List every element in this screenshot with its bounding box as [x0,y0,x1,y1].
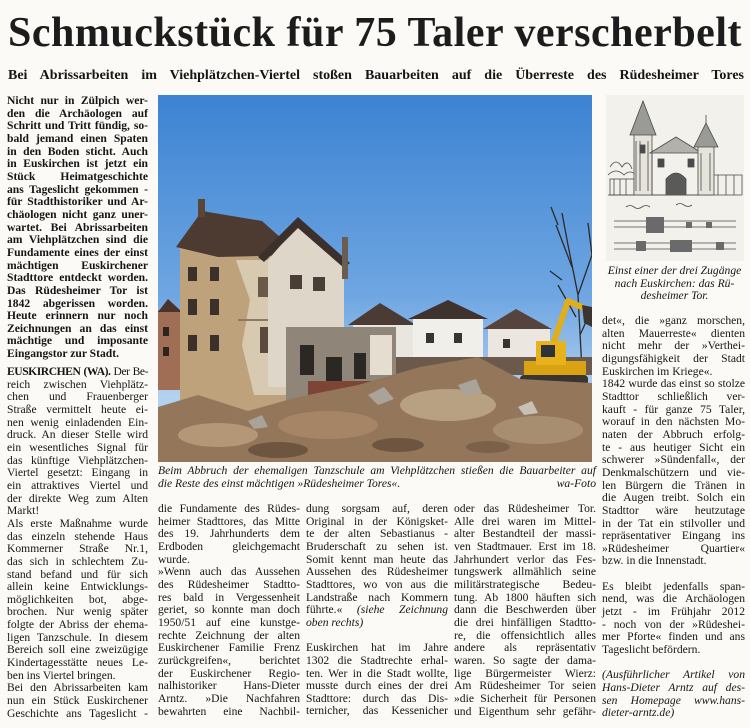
text-line: Heute erinnern nur noch [7,309,148,323]
text-line: der Euskirchener Regio- [158,666,300,680]
text-line: Tageslicht befördern. [602,643,701,657]
text-line: »die Sicherheit für Personen [454,691,596,705]
column-2 [158,503,300,718]
text-line: mer Pforte« finden und ans [602,630,745,644]
text-line: des 19. Jahrhunderts dem [158,527,300,541]
text-line: am Viehplätzchen sind die [7,233,148,247]
text-line: heimer Stadttores, das Mitte [158,514,300,528]
photo-scene [158,95,592,462]
text-line: sen Homepage www.hans- [602,693,745,707]
text-line: res bald in Vergessenheit [158,590,300,604]
text-line: Stadttores, wo von aus die [306,577,448,591]
paragraph [7,366,148,518]
text-line: digungsfähigkeit der Stadt [602,351,745,365]
text-line: Stadttor schließlich ver- [602,389,745,403]
paragraph [7,95,148,361]
text-line: Stadttore entdeckt worden. [7,271,148,285]
text-line: schwerer »Sündenfall«, der [602,453,745,467]
text-line: das sich in schlechtem Zu- [7,554,148,568]
text-line: (Ausführlicher Artikel von [602,668,745,682]
paragraph [602,581,745,657]
text-line: Arntz. »Die Nachfahren [158,691,300,705]
text-line: Fundamente eines der einst [7,245,148,259]
caption-line: Beim Abbruch der ehemaligen Tanzschule am Viehplätzchen stießen die Bauarbeiter auf [158,464,596,477]
text-line: Stadttore: durch das Dis- [306,691,448,705]
text-line [7,366,148,379]
paragraph [7,682,148,720]
headline [8,8,742,58]
text-line: te - aus heutiger Sicht ein [602,440,745,454]
text-line: dung sorgsam auf, deren [306,502,448,515]
text-line: rechte Zeichnung der alten [158,628,300,642]
text-line: Stück Heimatgeschichte [7,169,148,183]
caption-line: nach Euskirchen: das Rü- [614,276,735,290]
paragraph [306,503,448,630]
paragraph [7,518,148,683]
text-line: »Rüdesheimer Quartier« [602,541,745,555]
text-line: druck. An dieser Stelle wird [7,428,148,442]
text-run: führte.« [306,603,357,617]
text-line: ten. Wer in die Stadt wollte, [306,666,448,680]
text-line: nicht mehr der »Verthei- [602,339,745,353]
text-line: Landstraße nach Kommern [306,590,448,604]
text-line: nun ein Stück Euskirchener [7,694,148,708]
left-column-body [7,366,148,720]
text-line: in Euskirchen ist jetzt ein [7,157,148,171]
text-line: nen wenig einladenden Ein- [7,415,148,429]
article-photo [158,95,592,462]
text-line: Nicht nur in Zülpich wer- [7,94,148,107]
text-line: re, die offensichtlich alles [454,628,596,642]
text-line: mächtigen Euskirchener [7,258,148,272]
text-line: in der Tat ein stilvoller und [602,516,745,530]
paragraph [158,503,300,566]
text-line: oder das Rüdesheimer Tor. [454,502,596,515]
text-line: 1950/51 auf eine kunstge- [158,615,300,629]
text-line: stand befand und für sich [7,567,148,581]
text-line: Somit kennt man heute das [306,552,448,566]
text-line: wurde. [158,552,190,566]
paragraph [602,378,745,568]
subheadline: Bei Abrissarbeiten im Viehplätzchen-Viertel stoßen Bauarbeiten auf die Überreste des Rüdesheimer Tores [8,68,744,83]
text-line: andere als repräsentativ [454,641,596,655]
text-line: brochen. Nur wenig später [7,605,148,619]
paragraph [454,503,596,718]
column-4 [454,503,596,718]
text-line: folgte der Abriss der ehema- [7,618,148,632]
italic-run: oben rechts) [306,615,364,629]
text-line: Das Rüdesheimer Tor ist [7,283,148,297]
text-line: ein attraktives Viertel und [7,478,148,492]
text-line: Jahrhundert verlor das Fes- [454,552,596,566]
text-line: Stadttor wäre heutzutage [602,503,745,517]
text-line: das einzeln stehende Haus [7,529,148,543]
paragraph [602,315,745,378]
text-line: Kindertagesstätte neues Le- [7,656,148,670]
text-line: alter Bestandteil der massi- [454,527,596,541]
text-line: alten Mauerreste« dienten [602,326,745,340]
text-line: ben ins Viertel bringen. [7,668,116,682]
text-line: Zeichnungen an das einst [7,321,148,335]
text-line: des Rüdesheimer Stadtto- [158,577,300,591]
text-line: 1842 abgerissen worden. [7,296,148,310]
text-line: tungswerk allmählich seine [454,565,596,579]
text-line: det«, die »ganz morschen, [602,314,745,327]
text-line: wartet. Bei Abrissarbeiten [7,220,148,234]
right-column [602,315,745,720]
text-line: Alle drei waren im Mittel- [454,514,596,528]
caption-line: Einst einer der drei Zugänge [607,264,742,277]
text-line: ven Stadtmauer. Erst im 18. [454,539,596,553]
text-line: Viertel gesetzt: Eingang in [7,466,148,480]
caption-line-row [158,478,596,491]
text-line: Eingangstor zur Stadt. [7,347,119,361]
gate-drawing [606,95,744,261]
text-line: nalhistoriker Hans-Dieter [158,679,300,693]
text-line: len Bürgern die Tränen in [602,478,745,492]
text-line: Euskirchener Familie Frenz [158,641,300,655]
text-line: te der alten Sebastianus - [306,527,448,541]
text-line: nend, was die Archäologen [602,592,745,606]
text-line: musste durch eines der drei [306,679,448,693]
text-line: geriet, so konnte man doch [158,603,300,617]
text-line: Bereich soll eine zweizügige [7,643,148,657]
text-line: Euskirchen im Kriege«. [602,364,713,378]
text-line: naten der Abbruch erfolg- [602,427,745,441]
text-line: jetzt - im Frühjahr 2012 [602,605,745,619]
text-line: militärstrategische Bedeu- [454,577,596,591]
text-line: bald jemand einen Spaten [7,131,148,145]
text-line: möglichkeiten bot, abge- [7,592,148,606]
text-line: 1842 wurde das einst so stolze [602,377,745,391]
text-line: bewahrten eine Nachbil- [158,704,300,718]
column-3 [306,503,448,718]
text-line: worauf in den nächsten Mo- [602,415,745,429]
text-line: Original in der Königsket- [306,514,448,528]
text-line: ans Tageslicht gekommen - [7,182,148,196]
text-line: Kommerner Straße Nr.1, [7,542,148,556]
text-line: den die Archäologen auf [7,106,148,120]
text-line: chäologen nicht ganz uner- [7,207,148,221]
text-line: lige Bürgermeister Wierz: [454,666,596,680]
intro-column [7,95,148,361]
paragraph [306,642,448,718]
text-line: mächtige und imposante [7,334,148,348]
text-line: »Wenn auch das Aussehen [158,565,300,579]
text-line: Markt! [7,504,40,518]
text-line: chen und Frauenberger [7,390,148,404]
text-line: Bei den Abrissarbeiten kam [7,681,148,695]
text-line: Aussehen des Rüdesheimer [306,565,448,579]
text-line: - noch von der »Rüdeshei- [602,617,745,631]
text-run: Der Be- [110,365,148,378]
text-line: Schritt und Tritt fündig, so- [7,119,148,133]
text-line: die drei hinfälligen Stadtto- [454,615,596,629]
text-line: Es bleibt jedenfalls span- [602,579,745,593]
text-line: Denkmalschützern und vie- [602,465,745,479]
text-line: Hans-Dieter Arntz auf des- [602,681,745,694]
italic-run: (siehe Zeichnung [356,603,448,617]
text-line [306,617,448,630]
text-line: Bruderschaft zu sehen ist. [306,539,448,553]
drawing-caption [604,265,745,303]
headline-text: Schmuckstück für 75 Taler verscherbelt [8,10,742,56]
text-line: Euskirchen hat im Jahre [306,641,448,655]
text-line: 1302 die Stadtrechte erhal- [306,653,448,667]
text-line: Erdboden gleichgemacht [158,539,300,553]
paragraph [158,566,300,718]
text-line: waren. So sagte der dama- [454,653,596,667]
text-line: bzw. in die Innenstadt. [602,554,707,568]
photo-caption [158,465,596,490]
text-line: Am Rüdesheimer Tor seien [454,679,596,693]
text-line: ternicher, das Kessenicher [306,704,448,718]
text-line: Als erste Maßnahme wurde [7,516,148,530]
text-line: in den Boden sticht. Auch [7,144,148,158]
text-line: die Augen treibt. Solch ein [602,491,745,505]
text-line: dieter-arntz.de) [602,706,675,720]
text-line: tung. Ab 1800 häuften sich [454,590,596,604]
paragraph [602,669,745,720]
text-line: und Eigenthum sehr gefähr- [454,704,596,718]
text-line: allein keine Entwicklungs- [7,580,148,594]
text-line: der direkte Weg zum Alten [7,491,148,505]
text-line: das künftige Viehplätzchen- [7,453,148,467]
photo-credit: wa-Foto [556,476,596,490]
neighbour-house [158,299,182,390]
text-line: Geschichte ans Tageslicht - [7,706,148,720]
text-line: dann die Beschwerden über [454,603,596,617]
bold-run: EUSKIRCHEN (WA). [7,365,111,378]
text-line: zurückgreifen«, berichtet [158,653,300,667]
text-line: ligen Tanzschule. In diesem [7,630,148,644]
caption-line: desheimer Tor. [640,289,709,303]
gate-sketch [606,95,744,261]
text-line: die Fundamente des Rüdes- [158,502,300,515]
text-line: für Stadthistoriker und Ar- [7,195,148,209]
text-line: reich zwischen Viehplätz- [7,377,148,391]
text-line: kauft - für ganze 75 Taler, [602,402,745,416]
caption-line: die Reste des einst mächtigen »Rüdesheimer Tores«. [158,476,401,490]
text-line: ein wesentliches Signal für [7,440,148,454]
text-line: Straße vermittelt heute ei- [7,402,148,416]
text-line: repräsentativer Eingang ins [602,529,745,543]
